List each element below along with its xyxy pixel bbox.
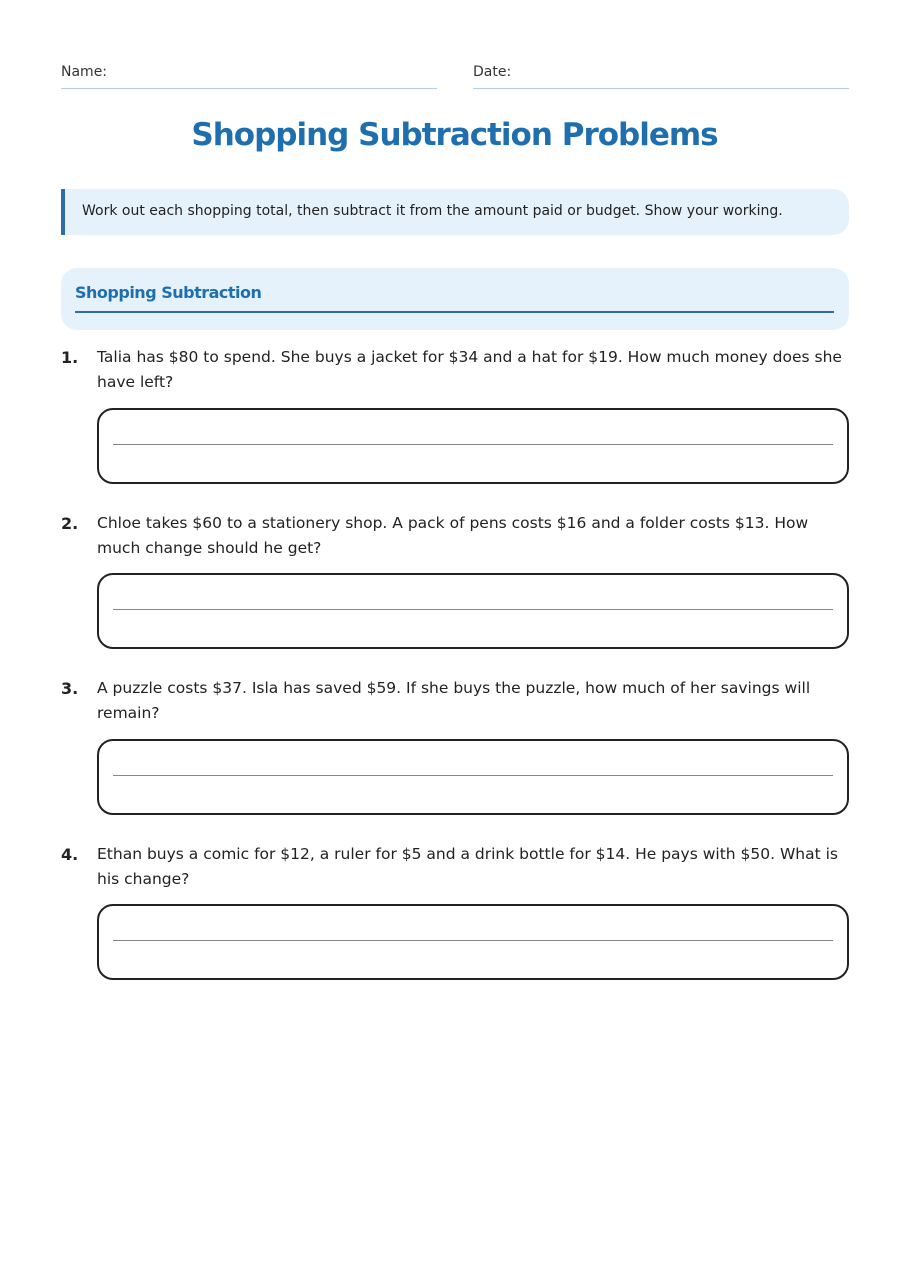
name-field[interactable] [61,61,437,89]
date-field[interactable] [473,61,849,89]
answer-line [113,444,833,445]
answer-box[interactable] [97,573,849,649]
answer-line [113,775,833,776]
answer-line [113,940,833,941]
answer-box[interactable] [97,408,849,484]
answer-box[interactable] [97,904,849,980]
question-number: 1. [61,348,79,367]
question-text: Ethan buys a comic for $12, a ruler for $5 and a drink bottle for $14. He pays with $50. What is his change? [97,845,838,888]
section-header [61,268,849,330]
instructions-box: Work out each shopping total, then subtract it from the amount paid or budget. Show your working. [61,189,849,235]
question-text: Chloe takes $60 to a stationery shop. A pack of pens costs $16 and a folder costs $13. How much change should he get? [97,514,809,557]
question-text: A puzzle costs $37. Isla has saved $59. If she buys the puzzle, how much of her savings will remain? [97,679,811,722]
question-number: 2. [61,514,79,533]
name-label: Name: [61,64,108,80]
date-label: Date: [473,64,512,80]
question-text: Talia has $80 to spend. She buys a jacket for $34 and a hat for $19. How much money does she have left? [97,348,842,391]
answer-line [113,609,833,610]
page-title: Shopping Subtraction Problems [191,117,718,153]
section-title: Shopping Subtraction [75,282,834,313]
question-number: 4. [61,845,79,864]
question-number: 3. [61,679,79,698]
answer-box[interactable] [97,739,849,815]
name-date-row [61,61,849,89]
